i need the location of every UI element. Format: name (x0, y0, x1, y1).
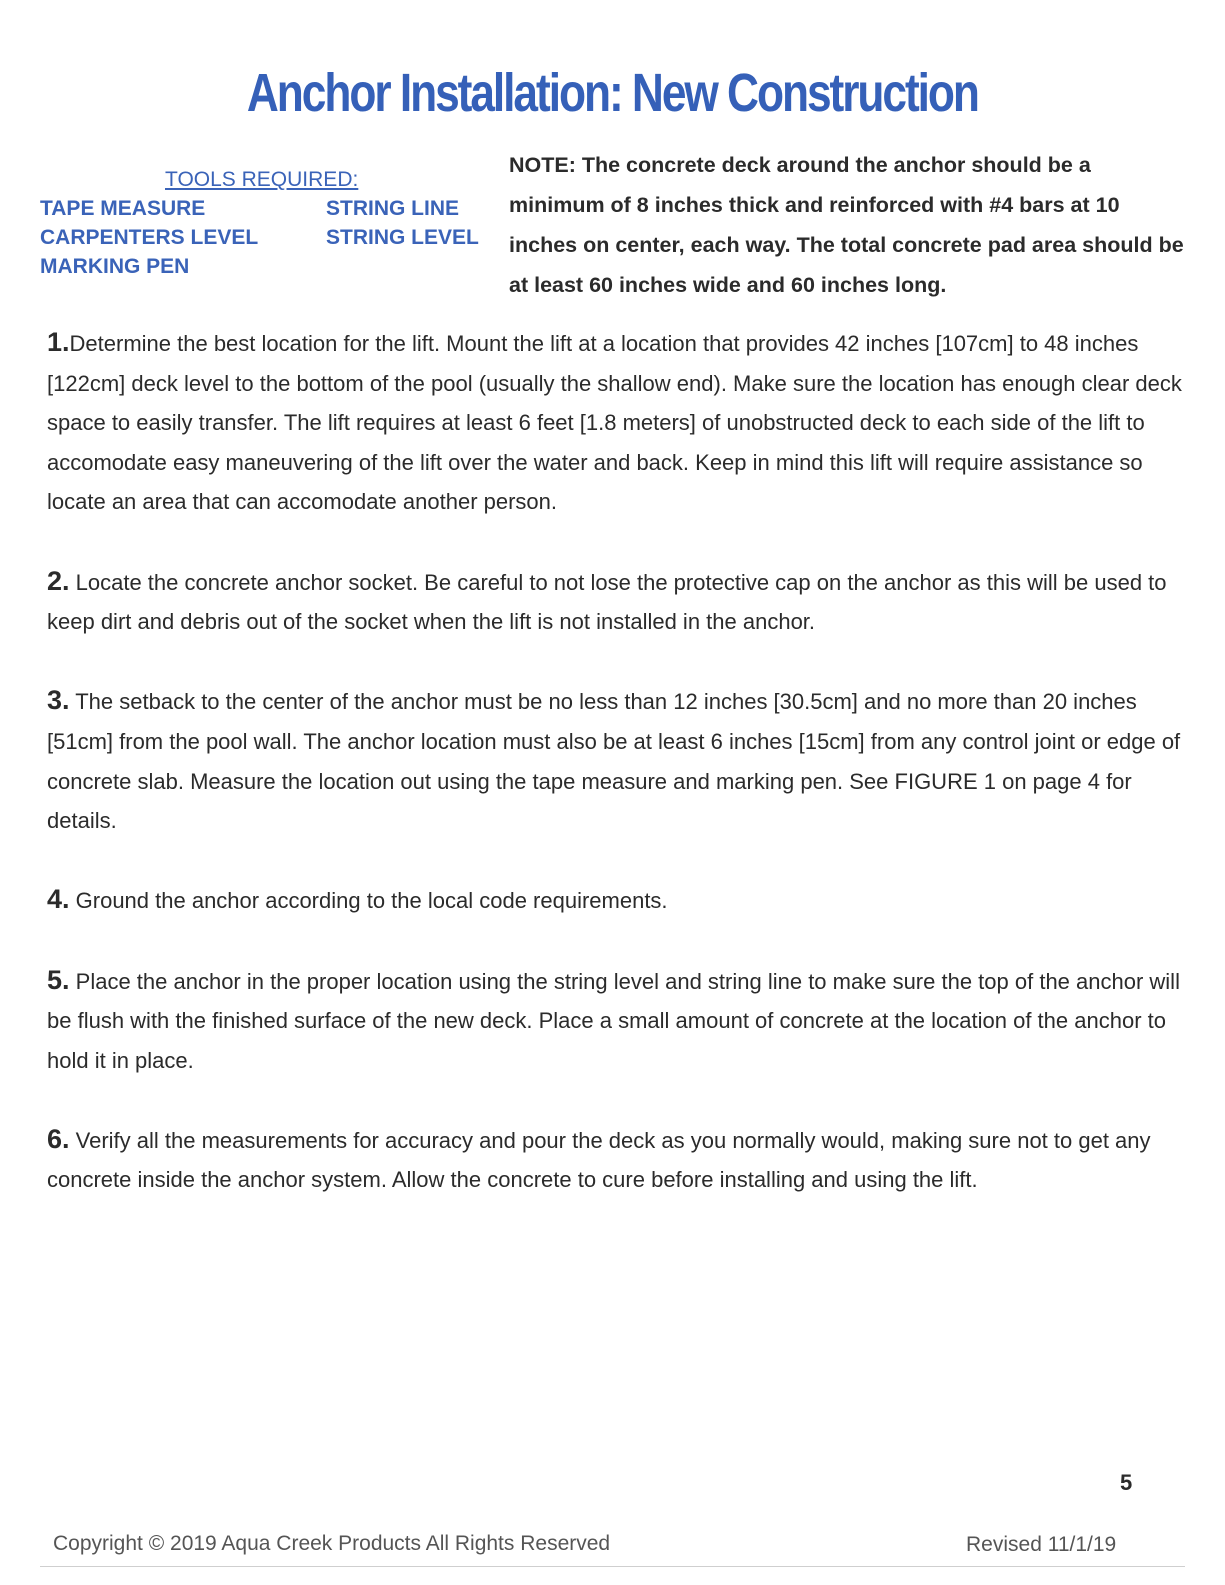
step-text: Verify all the measurements for accuracy and pour the deck as you normally would, making sure not to get any concrete inside the anchor system. Allow the concrete to cure before installing and using the lift. (47, 1127, 1151, 1193)
step-3 (47, 681, 1187, 840)
step-6 (47, 1120, 1187, 1200)
step-text: Place the anchor in the proper location using the string level and string line to make sure the top of the anchor will be flush with the finished surface of the new deck. Place a small amount of concrete at the location of the anchor to hold it in place. (47, 968, 1180, 1073)
step-text: Determine the best location for the lift. Mount the lift at a location that provides 42 inches [107cm] to 48 inches [122cm] deck level to the bottom of the pool (usually the shallow end). Make sure the location has enough clear deck space to easily transfer. The lift requires at least 6 feet [1.8 meters] of unobstructed deck to each side of the lift to accomodate easy maneuvering of the lift over the water and back. Keep in mind this lift will require assistance so locate an area that can accomodate another person. (47, 331, 1182, 515)
tool-item-tape-measure: TAPE MEASURE (40, 197, 206, 220)
step-number: 4. (47, 884, 70, 915)
step-text: Locate the concrete anchor socket. Be careful to not lose the protective cap on the anchor as this will be used to keep dirt and debris out of the socket when the lift is not installed in the anchor. (47, 569, 1167, 635)
page-number: 5 (1120, 1470, 1133, 1495)
step-1 (47, 323, 1187, 522)
page-title: Anchor Installation: New Construction (246, 63, 978, 123)
step-number: 1. (47, 327, 70, 357)
step-4 (47, 880, 1187, 921)
step-number: 5. (47, 964, 70, 995)
tool-item-carpenters-level: CARPENTERS LEVEL (40, 226, 259, 249)
step-text: The setback to the center of the anchor must be no less than 12 inches [30.5cm] and no more than 20 inches [51cm] from the pool wall. The anchor location must also be at least 6 inches [15cm] from any control joint or edge of concrete slab. Measure the location out using the tape measure and marking pen. See FIGURE 1 on page 4 for details. (47, 689, 1181, 834)
step-number: 3. (47, 685, 70, 716)
footer-divider (40, 1566, 1185, 1567)
tools-heading: TOOLS REQUIRED: (165, 168, 359, 191)
concrete-note: NOTE: The concrete deck around the anchor should be a minimum of 8 inches thick and reinforced with #4 bars at 10 inches on center, each way. The total concrete pad area should be at least 60 inches wide and 60 inches long. (509, 153, 1184, 297)
revised-date: Revised 11/1/19 (966, 1533, 1117, 1556)
step-2 (47, 562, 1187, 642)
tool-item-string-level: STRING LEVEL (326, 226, 479, 249)
step-5 (47, 961, 1187, 1081)
copyright-text: Copyright © 2019 Aqua Creek Products All Rights Reserved (53, 1532, 611, 1555)
step-text: Ground the anchor according to the local code requirements. (69, 888, 668, 914)
tool-item-string-line: STRING LINE (326, 197, 460, 220)
step-number: 6. (47, 1123, 70, 1154)
tool-item-marking-pen: MARKING PEN (40, 255, 190, 278)
step-number: 2. (47, 565, 70, 596)
step-list (47, 323, 1187, 1240)
